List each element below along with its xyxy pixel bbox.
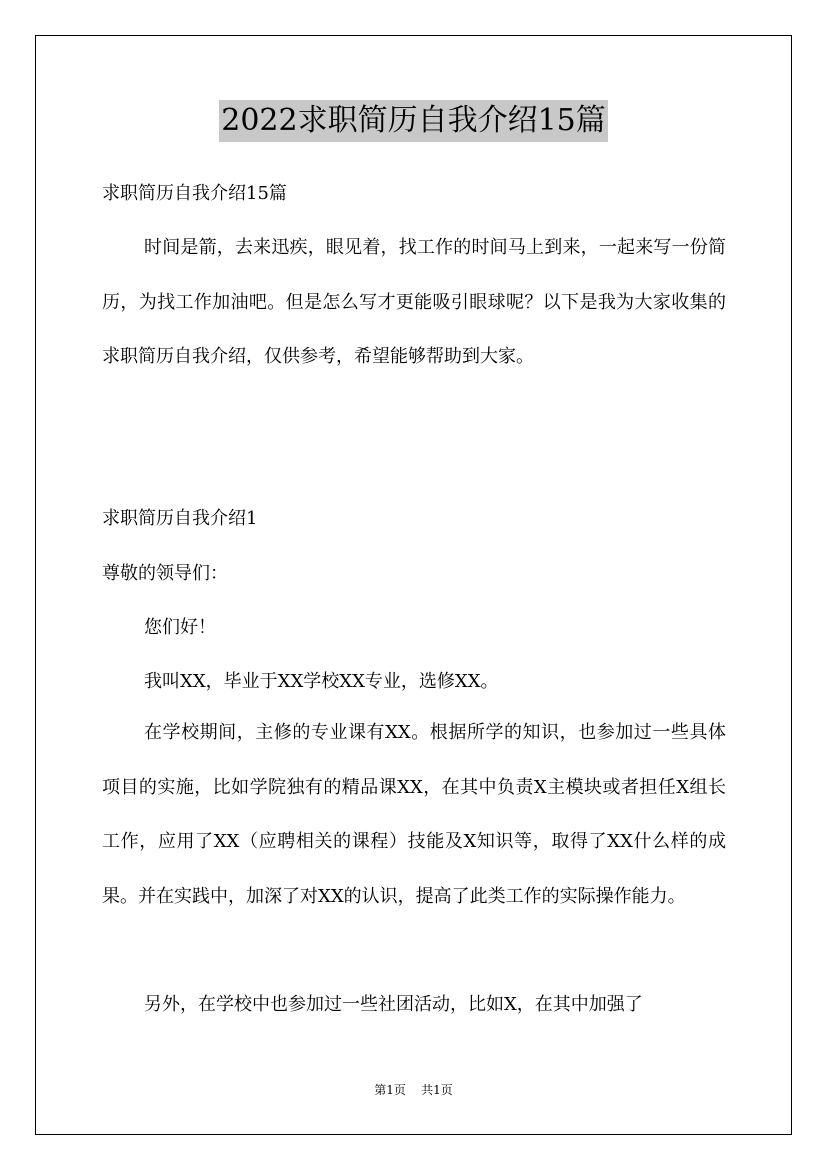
document-subtitle: 求职简历自我介绍15篇 <box>102 183 287 204</box>
page-footer <box>0 1082 827 1098</box>
greeting: 您们好！ <box>144 617 216 638</box>
salutation: 尊敬的领导们： <box>102 563 228 584</box>
page-total: 共1页 <box>421 1083 453 1097</box>
intro-self-paragraph: 我叫XX，毕业于XX学校XX专业，选修XX。 <box>144 671 499 692</box>
school-paragraph: 在学校期间，主修的专业课有XX。根据所学的知识，也参加过一些具体项目的实施，比如学院独有的精品课XX，在其中负责X主模块或者担任X组长工作，应用了XX（应聘相关的课程）技能及X知识等，取得了XX什么样的成果。并在实践中，加深了对XX的认识，提高了此类工作的实际操作能力。 <box>102 722 726 907</box>
title-container <box>0 100 827 142</box>
section-heading: 求职简历自我介绍1 <box>102 508 258 529</box>
document-title: 2022求职简历自我介绍15篇 <box>219 100 608 142</box>
page-number: 第1页 <box>374 1083 406 1097</box>
intro-paragraph: 时间是箭，去来迅疾，眼见着，找工作的时间马上到来，一起来写一份简历，为找工作加油吧。但是怎么写才更能吸引眼球呢？以下是我为大家收集的求职简历自我介绍，仅供参考，希望能够帮助到大家。 <box>102 237 726 367</box>
activities-paragraph: 另外，在学校中也参加过一些社团活动，比如X，在其中加强了 <box>144 994 643 1015</box>
